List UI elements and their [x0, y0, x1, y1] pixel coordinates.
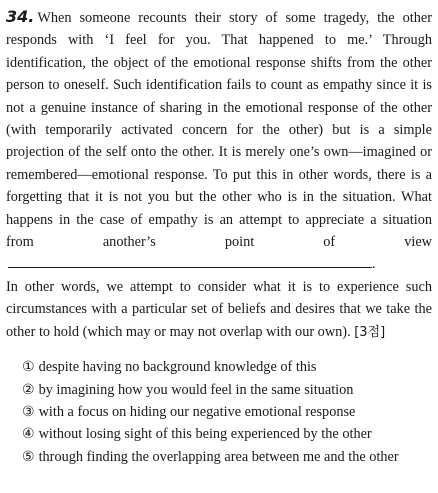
option-3[interactable] — [6, 401, 432, 423]
option-number: ② — [22, 381, 35, 398]
blank-period: . — [372, 256, 376, 273]
points-badge: [3점] — [354, 324, 386, 340]
option-text: without losing sight of this being experienced by the other — [38, 426, 372, 443]
option-number: ③ — [22, 403, 35, 420]
option-1[interactable] — [6, 356, 432, 378]
passage-paragraph-2 — [6, 276, 432, 344]
answer-blank — [8, 253, 372, 268]
option-text: despite having no background knowledge of this — [38, 359, 317, 376]
answer-options — [6, 356, 432, 468]
option-4[interactable] — [6, 423, 432, 445]
option-number: ⑤ — [22, 448, 35, 465]
passage-text: When someone recounts their story of some tragedy, the other responds with ‘I feel for you. That happened to me.’ Through identification, the object of the emotional response shifts from the other person to oneself. Such identification fails to count as empathy since it is not a genuine instance of sharing in the emotional response of the other (with temporarily activated concern for the other) but is a simple projection of the self onto the other. It is merely one’s own—imagined or remembered—emotional response. To put this in other words, there is a forgetting that it is not you but the other who is in the situation. What happens in the case of empathy is an attempt to appreciate a situation from another’s point of view — [6, 10, 432, 251]
passage-text-2: In other words, we attempt to consider what it is to experience such circumstances with a particular set of beliefs and desires that we take the other to hold (which may or may not overlap with our own). — [6, 278, 432, 340]
option-number: ④ — [22, 426, 35, 443]
option-text: by imagining how you would feel in the same situation — [38, 381, 354, 398]
option-text: with a focus on hiding our negative emotional response — [38, 403, 356, 420]
passage-paragraph-1 — [6, 6, 432, 276]
option-number: ① — [22, 359, 35, 376]
option-5[interactable] — [6, 446, 432, 468]
question-number: 34. — [6, 7, 35, 26]
option-2[interactable] — [6, 379, 432, 401]
option-text: through finding the overlapping area between me and the other — [38, 448, 399, 465]
